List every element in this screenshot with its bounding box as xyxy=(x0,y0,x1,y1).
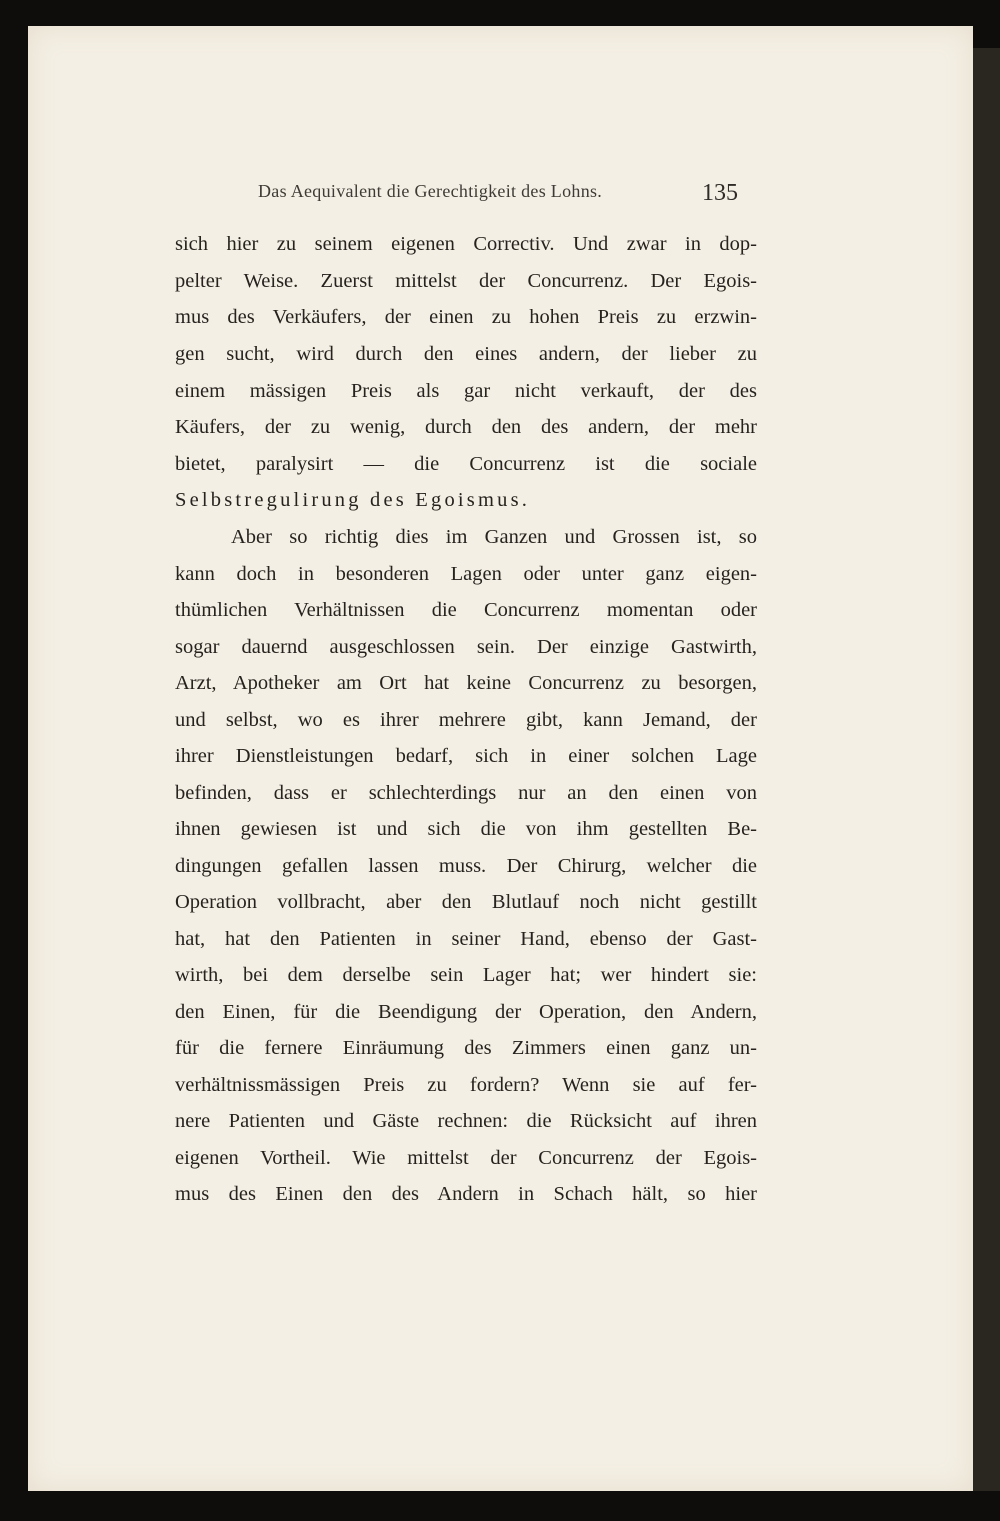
text-line: Käufers, der zu wenig, durch den des andern, der mehr xyxy=(175,416,757,438)
text-line: Arzt, Apotheker am Ort hat keine Concurrenz zu besorgen, xyxy=(175,672,757,694)
text-line: thümlichen Verhältnissen die Concurrenz momentan oder xyxy=(175,599,757,621)
text-line: dingungen gefallen lassen muss. Der Chirurg, welcher die xyxy=(175,855,757,877)
page-number: 135 xyxy=(702,180,738,206)
text-line: eigenen Vortheil. Wie mittelst der Concurrenz der Egois- xyxy=(175,1147,757,1169)
text-line: ihrer Dienstleistungen bedarf, sich in einer solchen Lage xyxy=(175,745,757,767)
text-line: Operation vollbracht, aber den Blutlauf noch nicht gestillt xyxy=(175,891,757,913)
text-line: mus des Verkäufers, der einen zu hohen Preis zu erzwin- xyxy=(175,306,757,328)
text-line: sich hier zu seinem eigenen Correctiv. Und zwar in dop- xyxy=(175,233,757,255)
text-line: verhältnissmässigen Preis zu fordern? Wenn sie auf fer- xyxy=(175,1074,757,1096)
text-line: und selbst, wo es ihrer mehrere gibt, kann Jemand, der xyxy=(175,709,757,731)
text-line: für die fernere Einräumung des Zimmers einen ganz un- xyxy=(175,1037,757,1059)
text-line: kann doch in besonderen Lagen oder unter ganz eigen- xyxy=(175,563,757,585)
running-title: Das Aequivalent die Gerechtigkeit des Lohns. xyxy=(258,181,603,201)
text-line: mus des Einen den des Andern in Schach hält, so hier xyxy=(175,1183,757,1205)
text-line: befinden, dass er schlechterdings nur an den einen von xyxy=(175,782,757,804)
text-line: hat, hat den Patienten in seiner Hand, ebenso der Gast- xyxy=(175,928,757,950)
text-line: wirth, bei dem derselbe sein Lager hat; wer hindert sie: xyxy=(175,964,757,986)
text-line: nere Patienten und Gäste rechnen: die Rücksicht auf ihren xyxy=(175,1110,757,1132)
text-line: pelter Weise. Zuerst mittelst der Concurrenz. Der Egois- xyxy=(175,270,757,292)
text-line: einem mässigen Preis als gar nicht verkauft, der des xyxy=(175,380,757,402)
text-line: bietet, paralysirt — die Concurrenz ist die sociale xyxy=(175,453,757,475)
text-line: den Einen, für die Beendigung der Operation, den Andern, xyxy=(175,1001,757,1023)
text-line: ihnen gewiesen ist und sich die von ihm gestellten Be- xyxy=(175,818,757,840)
text-line: gen sucht, wird durch den eines andern, der lieber zu xyxy=(175,343,757,365)
text-line: sogar dauernd ausgeschlossen sein. Der einzige Gastwirth, xyxy=(175,636,757,658)
paragraph-start-line: Aber so richtig dies im Ganzen und Grossen ist, so xyxy=(231,526,757,548)
text-line: Selbstregulirung des Egoismus. xyxy=(175,489,531,511)
